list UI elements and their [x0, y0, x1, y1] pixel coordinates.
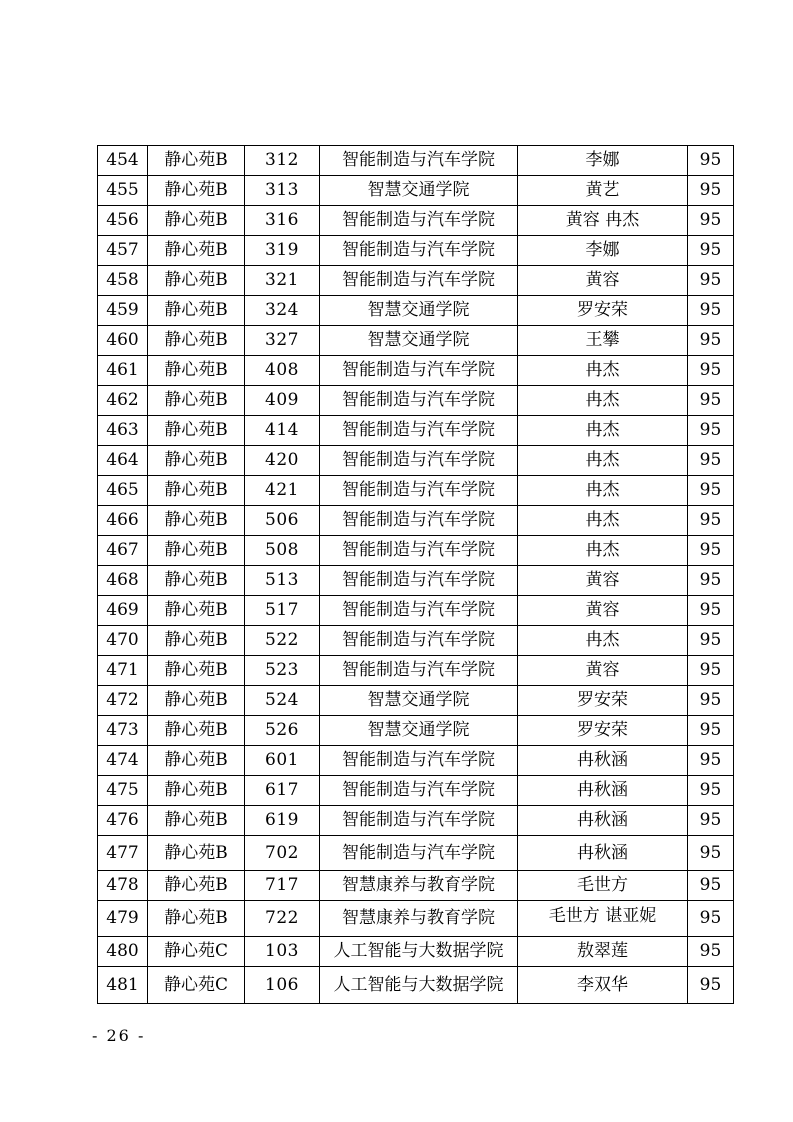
building-cell: 静心苑B [148, 716, 245, 746]
counselor-cell: 冉杰 [518, 416, 688, 446]
score-cell: 95 [688, 967, 734, 1004]
row-number-cell: 481 [98, 967, 148, 1004]
college-cell: 智能制造与汽车学院 [320, 626, 518, 656]
building-cell: 静心苑B [148, 596, 245, 626]
counselor-cell: 黄容 [518, 566, 688, 596]
score-cell: 95 [688, 746, 734, 776]
row-number-cell: 464 [98, 446, 148, 476]
table-row [98, 937, 734, 967]
building-cell: 静心苑B [148, 296, 245, 326]
room-number-cell: 722 [245, 901, 320, 937]
score-cell: 95 [688, 836, 734, 871]
counselor-cell: 李娜 [518, 146, 688, 176]
building-cell: 静心苑B [148, 806, 245, 836]
building-cell: 静心苑B [148, 656, 245, 686]
row-number-cell: 480 [98, 937, 148, 967]
row-number-cell: 469 [98, 596, 148, 626]
score-cell: 95 [688, 871, 734, 901]
building-cell: 静心苑B [148, 446, 245, 476]
table-row [98, 356, 734, 386]
room-number-cell: 312 [245, 146, 320, 176]
college-cell: 智能制造与汽车学院 [320, 566, 518, 596]
building-cell: 静心苑B [148, 206, 245, 236]
score-cell: 95 [688, 536, 734, 566]
counselor-cell: 冉杰 [518, 386, 688, 416]
table-row [98, 686, 734, 716]
counselor-cell: 毛世方 [518, 871, 688, 901]
score-cell: 95 [688, 326, 734, 356]
college-cell: 智能制造与汽车学院 [320, 596, 518, 626]
table-row [98, 901, 734, 937]
college-cell: 人工智能与大数据学院 [320, 967, 518, 1004]
table-row [98, 716, 734, 746]
room-number-cell: 319 [245, 236, 320, 266]
building-cell: 静心苑B [148, 236, 245, 266]
room-number-cell: 106 [245, 967, 320, 1004]
college-cell: 智能制造与汽车学院 [320, 386, 518, 416]
score-cell: 95 [688, 506, 734, 536]
table-row [98, 596, 734, 626]
building-cell: 静心苑B [148, 416, 245, 446]
building-cell: 静心苑B [148, 326, 245, 356]
college-cell: 智能制造与汽车学院 [320, 356, 518, 386]
room-number-cell: 513 [245, 566, 320, 596]
table-row [98, 776, 734, 806]
counselor-cell: 毛世方 谌亚妮 [518, 901, 688, 937]
score-cell: 95 [688, 446, 734, 476]
score-cell: 95 [688, 686, 734, 716]
row-number-cell: 476 [98, 806, 148, 836]
counselor-cell: 冉杰 [518, 356, 688, 386]
building-cell: 静心苑B [148, 386, 245, 416]
row-number-cell: 455 [98, 176, 148, 206]
building-cell: 静心苑B [148, 476, 245, 506]
room-number-cell: 508 [245, 536, 320, 566]
row-number-cell: 472 [98, 686, 148, 716]
table-row [98, 806, 734, 836]
row-number-cell: 479 [98, 901, 148, 937]
building-cell: 静心苑B [148, 566, 245, 596]
table-row [98, 746, 734, 776]
counselor-cell: 冉杰 [518, 506, 688, 536]
building-cell: 静心苑B [148, 686, 245, 716]
building-cell: 静心苑B [148, 746, 245, 776]
college-cell: 人工智能与大数据学院 [320, 937, 518, 967]
score-cell: 95 [688, 356, 734, 386]
counselor-cell: 冉杰 [518, 446, 688, 476]
room-number-cell: 506 [245, 506, 320, 536]
table-row [98, 386, 734, 416]
table-row [98, 836, 734, 871]
table-row [98, 566, 734, 596]
table-row [98, 146, 734, 176]
building-cell: 静心苑C [148, 967, 245, 1004]
building-cell: 静心苑B [148, 901, 245, 937]
row-number-cell: 462 [98, 386, 148, 416]
counselor-cell: 罗安荣 [518, 716, 688, 746]
room-number-cell: 601 [245, 746, 320, 776]
college-cell: 智能制造与汽车学院 [320, 206, 518, 236]
score-cell: 95 [688, 146, 734, 176]
counselor-cell: 罗安荣 [518, 296, 688, 326]
building-cell: 静心苑B [148, 146, 245, 176]
room-number-cell: 517 [245, 596, 320, 626]
college-cell: 智能制造与汽车学院 [320, 266, 518, 296]
table-row [98, 871, 734, 901]
college-cell: 智慧交通学院 [320, 686, 518, 716]
score-cell: 95 [688, 596, 734, 626]
counselor-cell: 黄容 [518, 596, 688, 626]
counselor-cell: 冉杰 [518, 536, 688, 566]
college-cell: 智慧交通学院 [320, 326, 518, 356]
row-number-cell: 463 [98, 416, 148, 446]
score-cell: 95 [688, 236, 734, 266]
row-number-cell: 460 [98, 326, 148, 356]
score-cell: 95 [688, 776, 734, 806]
building-cell: 静心苑B [148, 176, 245, 206]
table-row [98, 416, 734, 446]
counselor-cell: 黄容 冉杰 [518, 206, 688, 236]
row-number-cell: 465 [98, 476, 148, 506]
dormitory-score-table [97, 145, 734, 1004]
score-cell: 95 [688, 206, 734, 236]
row-number-cell: 466 [98, 506, 148, 536]
table-row [98, 476, 734, 506]
score-cell: 95 [688, 386, 734, 416]
row-number-cell: 456 [98, 206, 148, 236]
page-number: - 26 - [92, 1026, 146, 1045]
table-row [98, 446, 734, 476]
score-cell: 95 [688, 476, 734, 506]
college-cell: 智能制造与汽车学院 [320, 476, 518, 506]
row-number-cell: 468 [98, 566, 148, 596]
table-row [98, 536, 734, 566]
college-cell: 智慧交通学院 [320, 716, 518, 746]
room-number-cell: 526 [245, 716, 320, 746]
score-cell: 95 [688, 566, 734, 596]
table-row [98, 266, 734, 296]
counselor-cell: 黄容 [518, 656, 688, 686]
score-cell: 95 [688, 416, 734, 446]
row-number-cell: 457 [98, 236, 148, 266]
room-number-cell: 327 [245, 326, 320, 356]
table-row [98, 506, 734, 536]
building-cell: 静心苑B [148, 506, 245, 536]
college-cell: 智能制造与汽车学院 [320, 536, 518, 566]
college-cell: 智慧康养与教育学院 [320, 901, 518, 937]
counselor-cell: 冉秋涵 [518, 836, 688, 871]
table-row [98, 967, 734, 1004]
table-row [98, 206, 734, 236]
table-row [98, 176, 734, 206]
college-cell: 智能制造与汽车学院 [320, 776, 518, 806]
college-cell: 智慧交通学院 [320, 296, 518, 326]
row-number-cell: 474 [98, 746, 148, 776]
score-cell: 95 [688, 656, 734, 686]
score-cell: 95 [688, 716, 734, 746]
building-cell: 静心苑B [148, 266, 245, 296]
row-number-cell: 454 [98, 146, 148, 176]
room-number-cell: 617 [245, 776, 320, 806]
college-cell: 智能制造与汽车学院 [320, 416, 518, 446]
room-number-cell: 414 [245, 416, 320, 446]
counselor-cell: 冉杰 [518, 626, 688, 656]
college-cell: 智能制造与汽车学院 [320, 746, 518, 776]
room-number-cell: 702 [245, 836, 320, 871]
row-number-cell: 473 [98, 716, 148, 746]
table-row [98, 236, 734, 266]
building-cell: 静心苑C [148, 937, 245, 967]
row-number-cell: 471 [98, 656, 148, 686]
row-number-cell: 458 [98, 266, 148, 296]
table-row [98, 326, 734, 356]
room-number-cell: 420 [245, 446, 320, 476]
counselor-cell: 黄容 [518, 266, 688, 296]
college-cell: 智能制造与汽车学院 [320, 236, 518, 266]
room-number-cell: 408 [245, 356, 320, 386]
building-cell: 静心苑B [148, 836, 245, 871]
college-cell: 智能制造与汽车学院 [320, 506, 518, 536]
row-number-cell: 475 [98, 776, 148, 806]
room-number-cell: 523 [245, 656, 320, 686]
row-number-cell: 459 [98, 296, 148, 326]
room-number-cell: 103 [245, 937, 320, 967]
counselor-cell: 李娜 [518, 236, 688, 266]
room-number-cell: 522 [245, 626, 320, 656]
building-cell: 静心苑B [148, 536, 245, 566]
score-cell: 95 [688, 266, 734, 296]
room-number-cell: 316 [245, 206, 320, 236]
row-number-cell: 478 [98, 871, 148, 901]
table-row [98, 656, 734, 686]
counselor-cell: 冉杰 [518, 476, 688, 506]
college-cell: 智能制造与汽车学院 [320, 446, 518, 476]
building-cell: 静心苑B [148, 776, 245, 806]
room-number-cell: 321 [245, 266, 320, 296]
college-cell: 智能制造与汽车学院 [320, 836, 518, 871]
room-number-cell: 524 [245, 686, 320, 716]
score-cell: 95 [688, 806, 734, 836]
room-number-cell: 717 [245, 871, 320, 901]
score-cell: 95 [688, 626, 734, 656]
score-cell: 95 [688, 296, 734, 326]
room-number-cell: 313 [245, 176, 320, 206]
counselor-cell: 冉秋涵 [518, 746, 688, 776]
counselor-cell: 李双华 [518, 967, 688, 1004]
college-cell: 智慧交通学院 [320, 176, 518, 206]
score-cell: 95 [688, 176, 734, 206]
building-cell: 静心苑B [148, 871, 245, 901]
row-number-cell: 470 [98, 626, 148, 656]
room-number-cell: 324 [245, 296, 320, 326]
counselor-cell: 冉秋涵 [518, 776, 688, 806]
counselor-cell: 罗安荣 [518, 686, 688, 716]
college-cell: 智能制造与汽车学院 [320, 656, 518, 686]
table-row [98, 626, 734, 656]
row-number-cell: 467 [98, 536, 148, 566]
row-number-cell: 461 [98, 356, 148, 386]
counselor-cell: 冉秋涵 [518, 806, 688, 836]
college-cell: 智能制造与汽车学院 [320, 806, 518, 836]
counselor-cell: 敖翠莲 [518, 937, 688, 967]
counselor-cell: 黄艺 [518, 176, 688, 206]
room-number-cell: 619 [245, 806, 320, 836]
room-number-cell: 409 [245, 386, 320, 416]
table-body [98, 146, 734, 1004]
college-cell: 智慧康养与教育学院 [320, 871, 518, 901]
table-row [98, 296, 734, 326]
college-cell: 智能制造与汽车学院 [320, 146, 518, 176]
row-number-cell: 477 [98, 836, 148, 871]
counselor-cell: 王攀 [518, 326, 688, 356]
room-number-cell: 421 [245, 476, 320, 506]
building-cell: 静心苑B [148, 626, 245, 656]
building-cell: 静心苑B [148, 356, 245, 386]
score-cell: 95 [688, 901, 734, 937]
score-cell: 95 [688, 937, 734, 967]
